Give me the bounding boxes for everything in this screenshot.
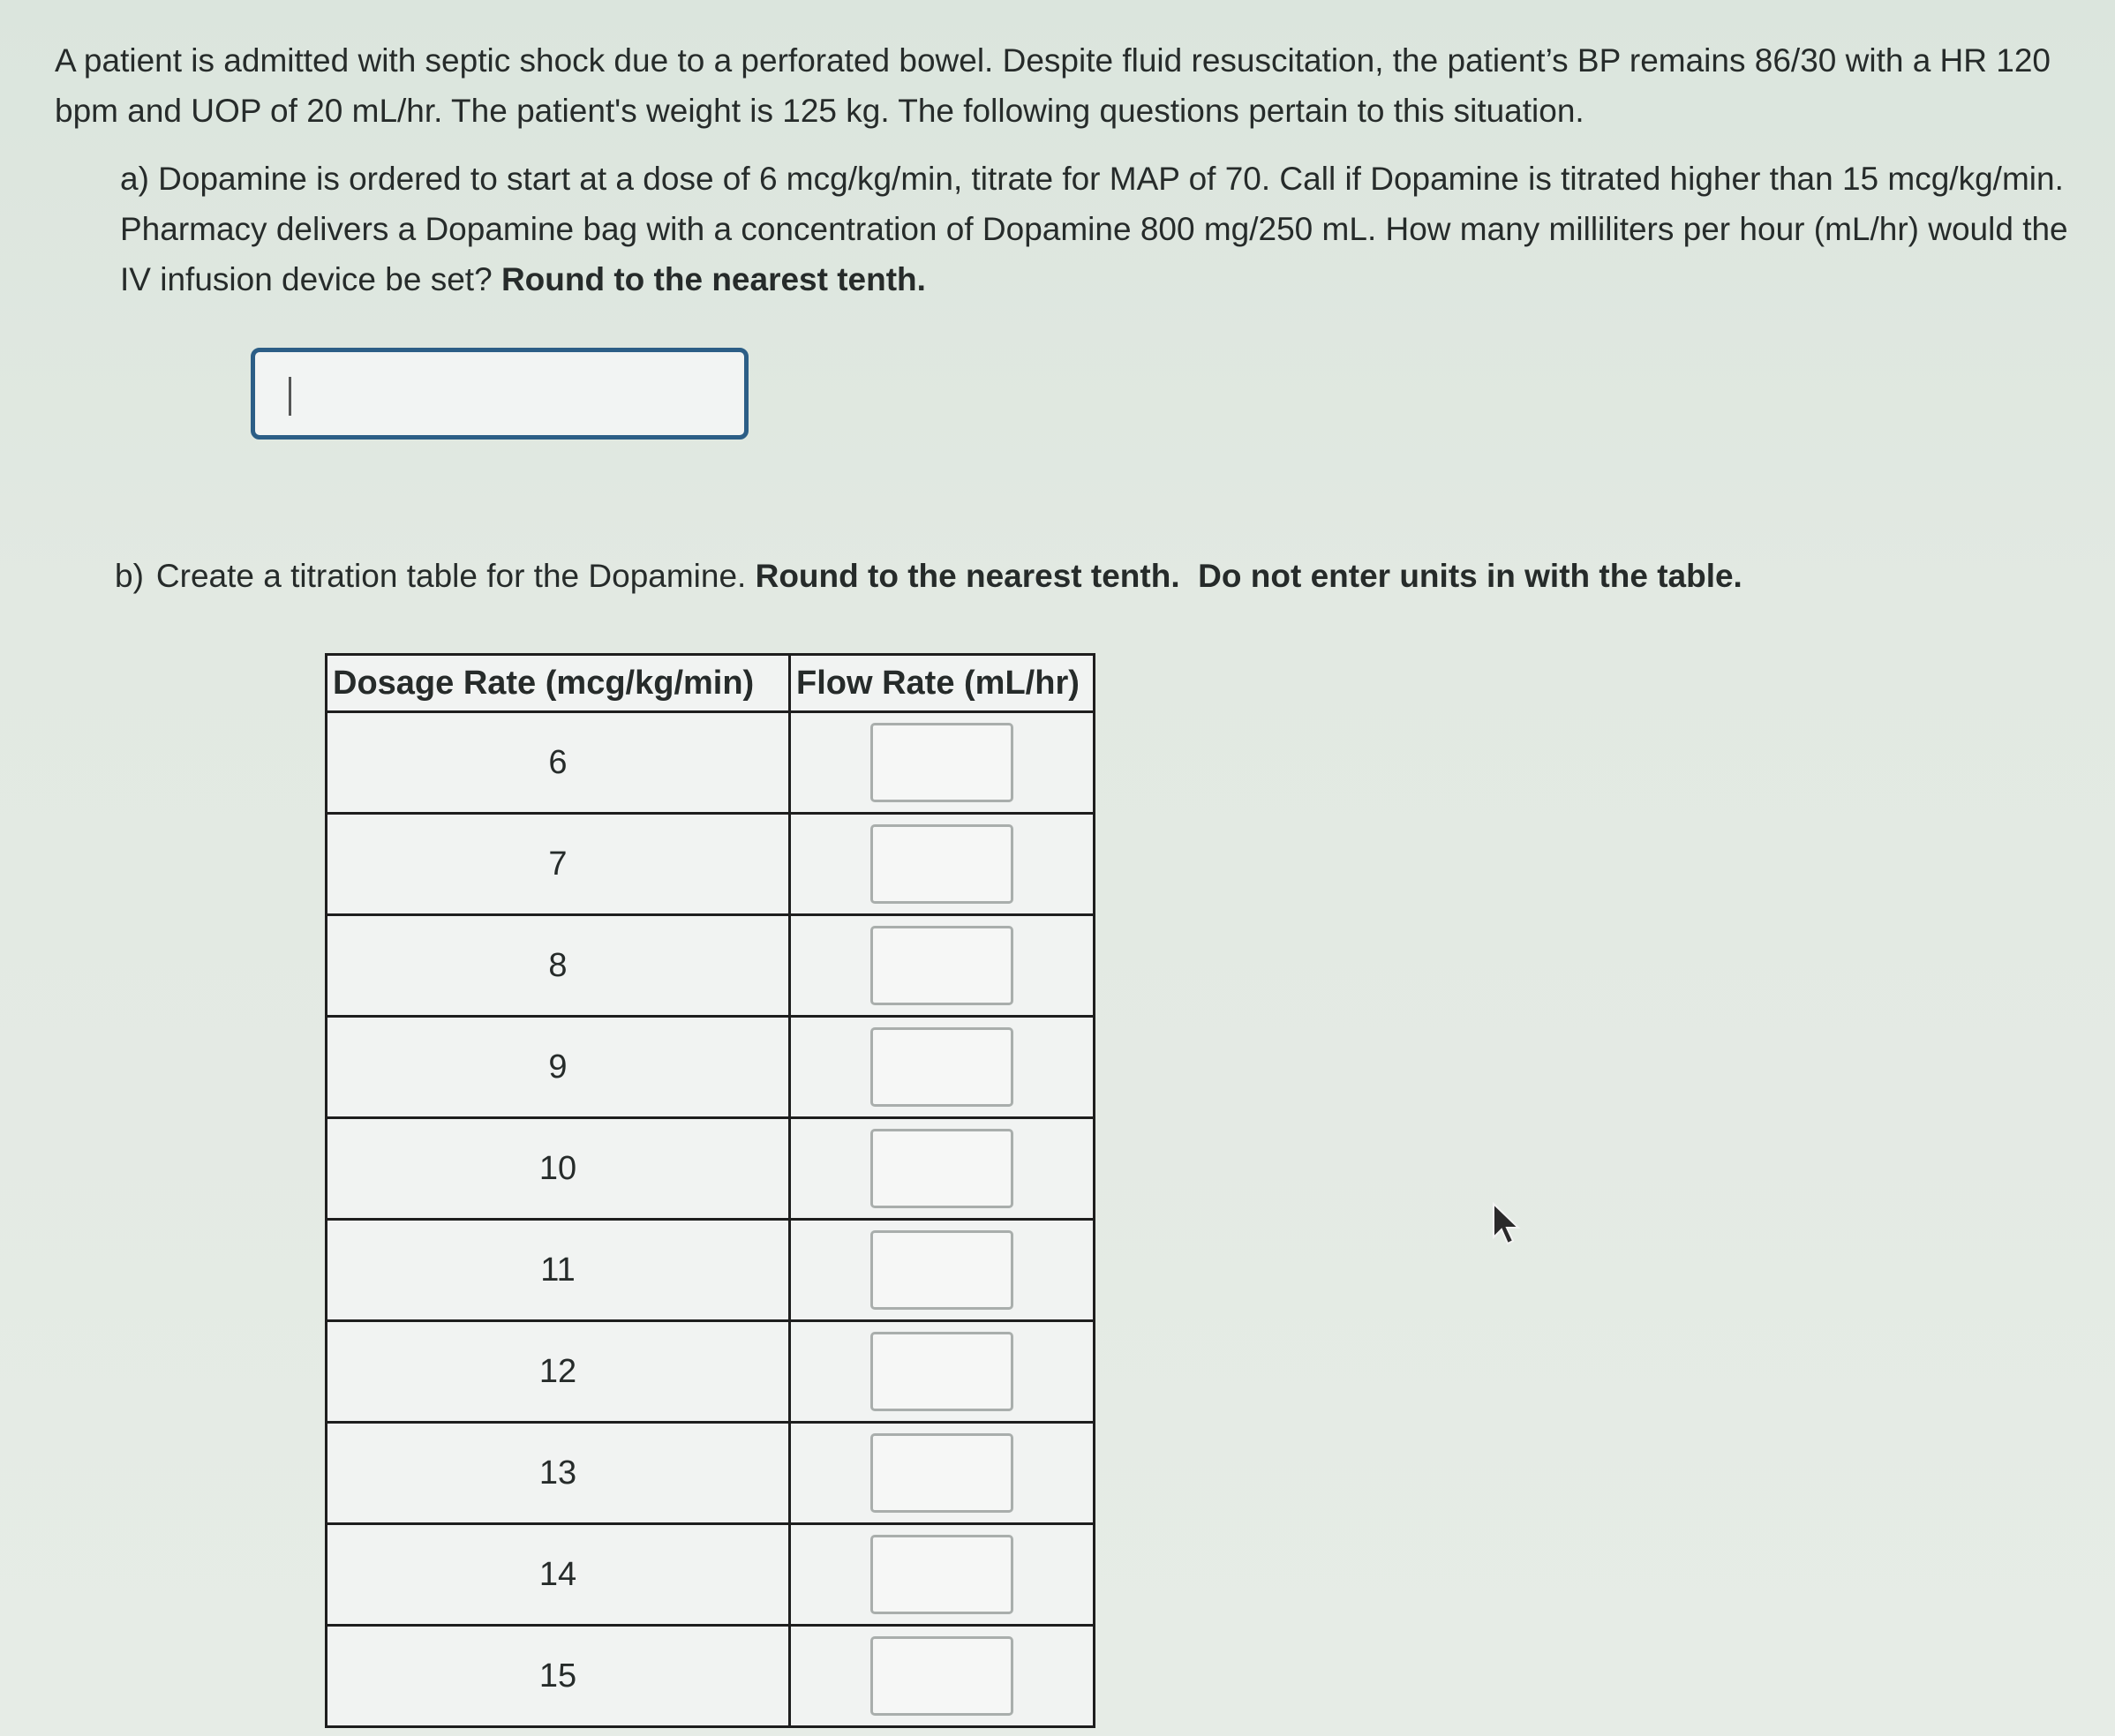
- flow-rate-input[interactable]: [870, 1129, 1013, 1208]
- dosage-cell: 11: [327, 1220, 790, 1321]
- flow-rate-input[interactable]: [870, 1636, 1013, 1716]
- question-b: [115, 551, 2074, 601]
- question-a-text: a) Dopamine is ordered to start at a dose of 6 mcg/kg/min, titrate for MAP of 70. Call if Dopamine is titrated higher than 15 mcg/kg/min. Pharmacy delivers a Dopamine bag with a concentration of Dopamine 800 mg/250 mL. How many milliliters per hour (mL/hr) would the IV infusion device be set?: [120, 161, 2068, 297]
- text-caret: [289, 377, 291, 416]
- flow-cell: [790, 1626, 1095, 1727]
- flow-rate-input[interactable]: [870, 1230, 1013, 1310]
- dosage-cell: 13: [327, 1423, 790, 1524]
- flow-rate-input[interactable]: [870, 1332, 1013, 1411]
- titration-table: [325, 653, 1095, 1728]
- question-b-rounding-note: Round to the nearest tenth.: [755, 558, 1180, 594]
- table-row: [327, 1626, 1095, 1727]
- table-row: [327, 1017, 1095, 1118]
- question-a-rounding-note: Round to the nearest tenth.: [501, 261, 926, 297]
- header-flow-rate: Flow Rate (mL/hr): [790, 655, 1095, 712]
- flow-cell: [790, 1118, 1095, 1220]
- dosage-cell: 12: [327, 1321, 790, 1423]
- table-row: [327, 915, 1095, 1017]
- flow-cell: [790, 1524, 1095, 1626]
- flow-rate-input[interactable]: [870, 1027, 1013, 1107]
- dosage-cell: 8: [327, 915, 790, 1017]
- table-row: [327, 1423, 1095, 1524]
- question-b-units-note: Do not enter units in with the table.: [1198, 558, 1742, 594]
- table-row: [327, 1220, 1095, 1321]
- question-a-answer-input[interactable]: [251, 348, 749, 440]
- dosage-cell: 6: [327, 712, 790, 814]
- titration-header-row: [327, 655, 1095, 712]
- flow-cell: [790, 1220, 1095, 1321]
- dosage-cell: 7: [327, 814, 790, 915]
- header-dosage-rate: Dosage Rate (mcg/kg/min): [327, 655, 790, 712]
- flow-rate-input[interactable]: [870, 824, 1013, 904]
- question-a: [120, 154, 2080, 304]
- table-row: [327, 1321, 1095, 1423]
- flow-rate-input[interactable]: [870, 1433, 1013, 1513]
- table-row: [327, 814, 1095, 915]
- mouse-pointer-icon: [1492, 1202, 1524, 1246]
- table-row: [327, 1118, 1095, 1220]
- flow-cell: [790, 1321, 1095, 1423]
- flow-cell: [790, 712, 1095, 814]
- dosage-cell: 10: [327, 1118, 790, 1220]
- flow-rate-input[interactable]: [870, 926, 1013, 1005]
- flow-cell: [790, 814, 1095, 915]
- flow-rate-input[interactable]: [870, 723, 1013, 802]
- table-row: [327, 712, 1095, 814]
- dosage-cell: 14: [327, 1524, 790, 1626]
- question-b-text: Create a titration table for the Dopamine.: [155, 558, 747, 594]
- flow-cell: [790, 1017, 1095, 1118]
- flow-rate-input[interactable]: [870, 1535, 1013, 1614]
- flow-cell: [790, 1423, 1095, 1524]
- question-b-label: b): [115, 558, 144, 594]
- dosage-cell: 9: [327, 1017, 790, 1118]
- dosage-cell: 15: [327, 1626, 790, 1727]
- table-row: [327, 1524, 1095, 1626]
- scenario-text: A patient is admitted with septic shock due to a perforated bowel. Despite fluid resuscitation, the patient’s BP remains 86/30 with a HR 120 bpm and UOP of 20 mL/hr. The patient's weight is 125 kg. The following questions pertain to this situation.: [55, 42, 2051, 129]
- flow-cell: [790, 915, 1095, 1017]
